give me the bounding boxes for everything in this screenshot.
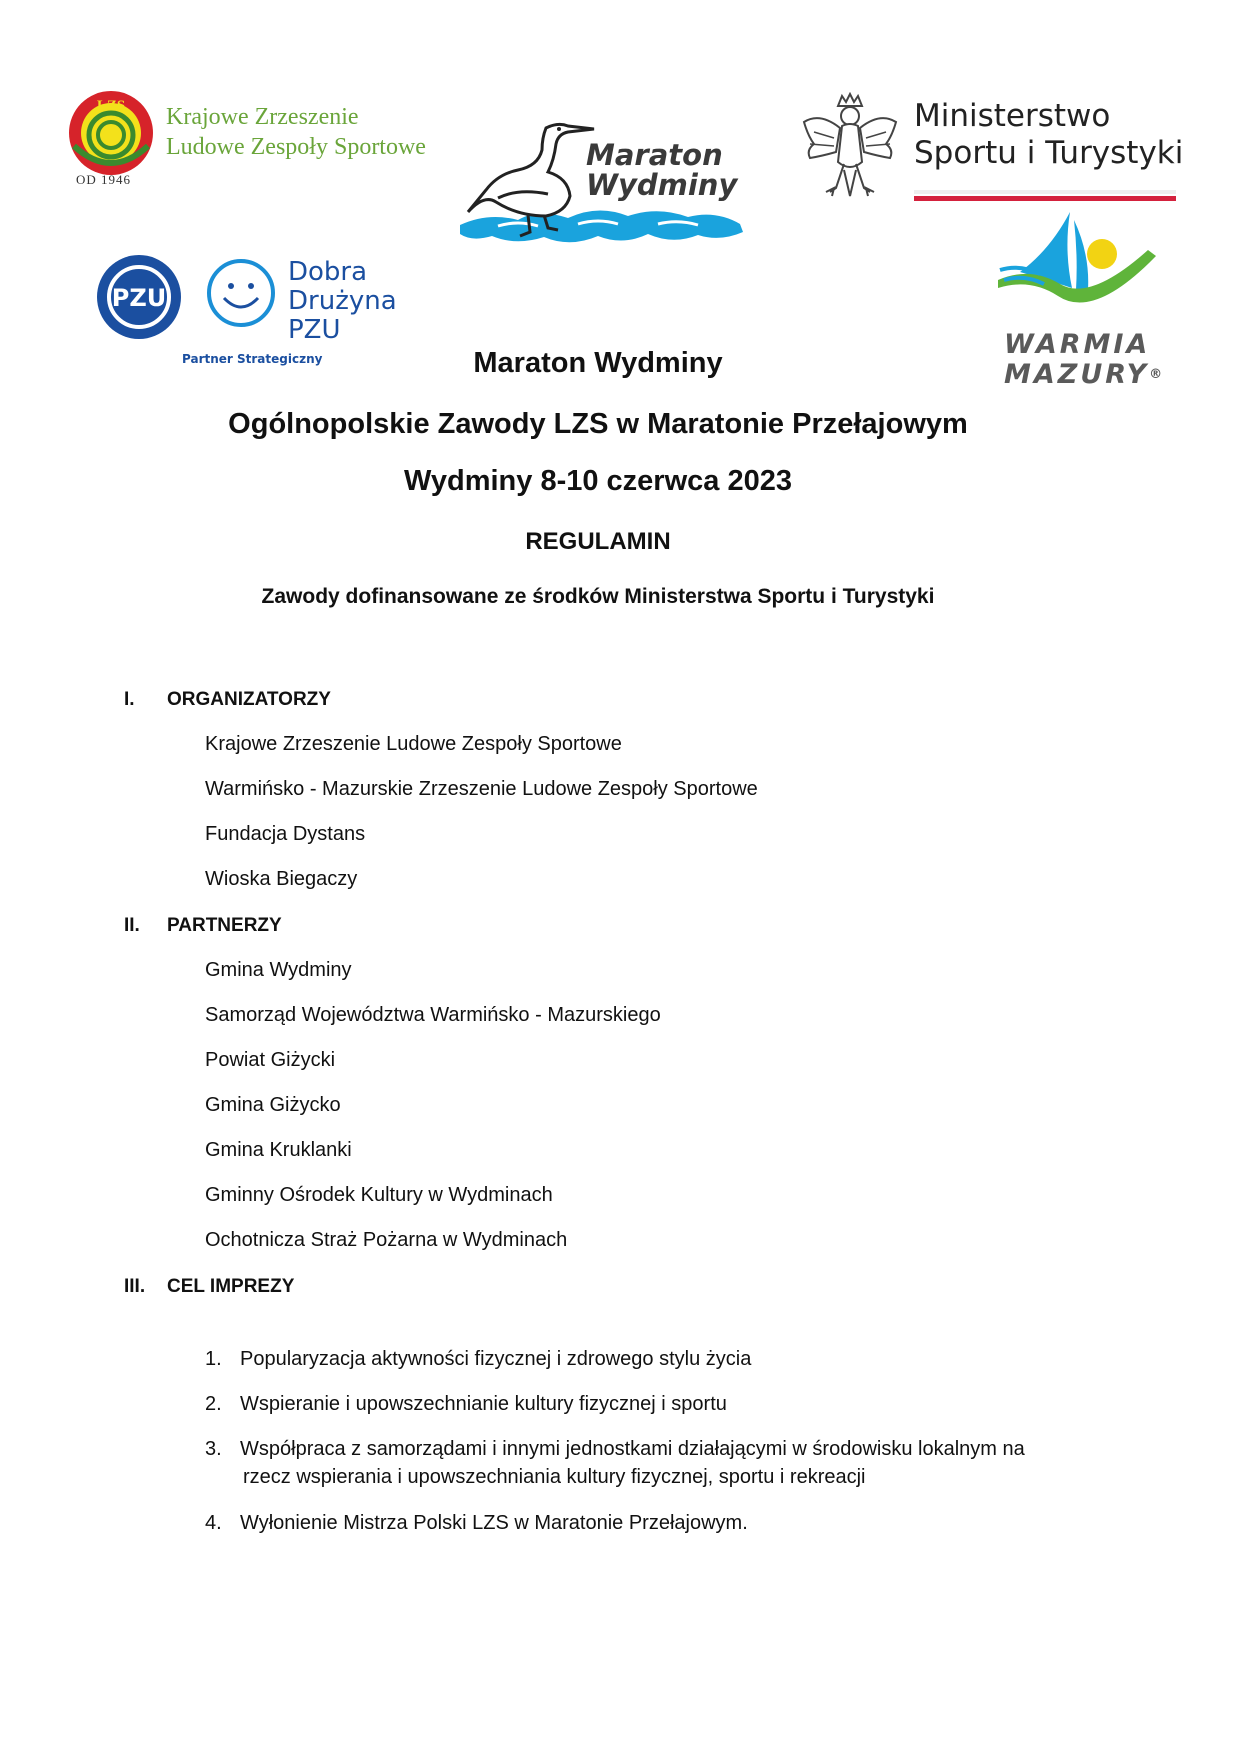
numbered-item-number: 2. — [205, 1393, 222, 1415]
lzs-logo-line2: Ludowe Zespoły Sportowe — [166, 134, 426, 160]
list-item: Gmina Kruklanki — [205, 1139, 352, 1161]
maraton-logo-line1: Maraton — [586, 138, 723, 172]
numbered-item-number: 3. — [205, 1438, 222, 1460]
eagle-emblem-icon — [800, 92, 900, 202]
lzs-logo — [66, 88, 446, 198]
ministry-logo — [800, 88, 1184, 208]
list-item: Krajowe Zrzeszenie Ludowe Zespoły Sportowe — [205, 733, 622, 755]
dobra-druzyna-line2: Drużyna — [288, 286, 397, 316]
warmia-line: WARMIA — [1004, 329, 1151, 360]
maraton-logo-text — [586, 140, 737, 200]
dobra-druzyna-line1: Dobra — [288, 257, 368, 287]
doc-type-heading: REGULAMIN — [525, 528, 671, 555]
list-item: Ochotnicza Straż Pożarna w Wydminach — [205, 1229, 568, 1251]
lzs-emblem-icon — [66, 88, 156, 178]
list-item: Gminny Ośrodek Kultury w Wydminach — [205, 1184, 553, 1206]
partner-label: Partner Strategiczny — [182, 352, 323, 366]
dobra-druzyna-line3: PZU — [288, 315, 341, 345]
funding-note: Zawody dofinansowane ze środków Ministerstwa Sportu i Turystyki — [261, 585, 935, 608]
page-subtitle: Ogólnopolskie Zawody LZS w Maratonie Przełajowym — [228, 408, 968, 440]
numbered-item-text-continued: rzecz wspierania i upowszechniania kultury fizycznej, sportu i rekreacji — [243, 1466, 866, 1488]
smiley-icon — [206, 258, 276, 328]
registered-mark: ® — [1149, 367, 1163, 382]
lzs-logo-text — [166, 102, 426, 162]
numbered-item-text: Wyłonienie Mistrza Polski LZS w Maratonie Przełajowym. — [240, 1512, 748, 1534]
list-item: Wioska Biegaczy — [205, 868, 358, 890]
flag-white-stripe — [914, 190, 1176, 194]
flag-red-stripe — [914, 196, 1176, 201]
section-number: II. — [124, 915, 140, 936]
mazury-line: MAZURY — [1004, 359, 1150, 390]
section-title-organizatorzy: ORGANIZATORZY — [167, 689, 331, 710]
numbered-item-text: Współpraca z samorządami i innymi jednostkami działającymi w środowisku lokalnym na — [240, 1438, 1025, 1460]
ministry-logo-text — [914, 98, 1183, 172]
list-item: Gmina Wydminy — [205, 959, 352, 981]
pzu-badge-icon — [96, 254, 182, 340]
maraton-wydminy-logo — [458, 120, 748, 260]
lzs-emblem-text: LZS — [96, 98, 126, 114]
dobra-druzyna-text — [288, 258, 397, 345]
section-title-cel-imprezy: CEL IMPREZY — [167, 1276, 295, 1297]
sail-icon — [990, 210, 1170, 330]
page-title: Maraton Wydminy — [473, 347, 723, 379]
numbered-item-number: 4. — [205, 1512, 222, 1534]
section-title-partnerzy: PARTNERZY — [167, 915, 282, 936]
list-item: Powiat Giżycki — [205, 1049, 336, 1071]
event-date: Wydminy 8-10 czerwca 2023 — [404, 465, 792, 497]
numbered-item-text: Popularyzacja aktywności fizycznej i zdrowego stylu życia — [240, 1348, 752, 1370]
lzs-since-label: OD 1946 — [76, 172, 132, 187]
section-number: I. — [124, 689, 135, 710]
list-item: Fundacja Dystans — [205, 823, 366, 845]
pzu-badge-text: PZU — [111, 284, 167, 312]
list-item: Warmińsko - Mazurskie Zrzeszenie Ludowe Zespoły Sportowe — [205, 778, 758, 800]
ministry-logo-line1: Ministerstwo — [914, 98, 1111, 134]
ministry-logo-line2: Sportu i Turystyki — [914, 135, 1184, 171]
numbered-item-number: 1. — [205, 1348, 222, 1370]
list-item: Samorząd Województwa Warmińsko - Mazurskiego — [205, 1004, 661, 1026]
lzs-logo-line1: Krajowe Zrzeszenie — [166, 104, 359, 130]
list-item: Gmina Giżycko — [205, 1094, 341, 1116]
maraton-logo-line2: Wydminy — [586, 168, 738, 202]
section-number: III. — [124, 1276, 146, 1297]
numbered-item-text: Wspieranie i upowszechnianie kultury fizycznej i sportu — [240, 1393, 727, 1415]
